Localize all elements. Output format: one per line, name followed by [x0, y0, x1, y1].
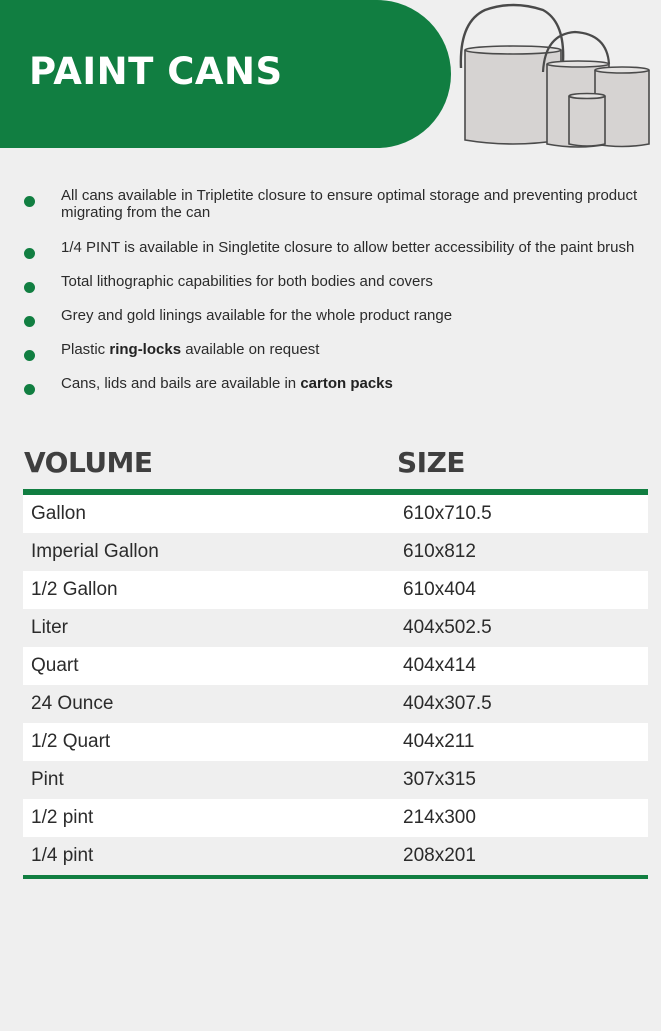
- paint-cans-icon: [455, 2, 655, 150]
- cell-volume: Quart: [31, 655, 79, 676]
- bullet-dot-icon: [24, 248, 35, 259]
- feature-text: Grey and gold linings available for the whole product range: [61, 307, 453, 324]
- feature-text-pre: Cans, lids and bails are available in: [61, 375, 301, 392]
- cell-size: 610x710.5: [403, 503, 492, 524]
- cell-size: 214x300: [403, 807, 476, 828]
- list-item: [22, 187, 654, 221]
- feature-text: 1/4 PINT is available in Singletite closure to allow better accessibility of the paint brush: [61, 239, 635, 256]
- list-item: [22, 375, 654, 392]
- feature-text: All cans available in Tripletite closure to ensure optimal storage and preventing product migrating from the can: [61, 187, 638, 221]
- cell-size: 208x201: [403, 845, 476, 866]
- cell-size: 307x315: [403, 769, 476, 790]
- bullet-dot-icon: [24, 196, 35, 207]
- feature-text-post: available on request: [181, 341, 320, 358]
- page-title: PAINT CANS: [29, 50, 283, 93]
- cell-size: 610x812: [403, 541, 476, 562]
- table-row: [23, 571, 648, 609]
- column-header-volume: VOLUME: [24, 446, 153, 479]
- table-row: [23, 761, 648, 799]
- cell-volume: 1/4 pint: [31, 845, 94, 866]
- bullet-dot-icon: [24, 282, 35, 293]
- table-header: [23, 442, 648, 489]
- cell-size: 610x404: [403, 579, 476, 600]
- cell-size: 404x414: [403, 655, 476, 676]
- size-table: [23, 442, 648, 879]
- table-row: [23, 837, 648, 875]
- cell-size: 404x502.5: [403, 617, 492, 638]
- cell-volume: 24 Ounce: [31, 693, 114, 714]
- list-item: [22, 273, 654, 290]
- cell-volume: Liter: [31, 617, 68, 638]
- cell-volume: 1/2 Quart: [31, 731, 111, 752]
- cell-volume: 1/2 pint: [31, 807, 94, 828]
- bullet-dot-icon: [24, 384, 35, 395]
- cell-volume: Gallon: [31, 503, 86, 524]
- table-row: [23, 609, 648, 647]
- table-row: [23, 723, 648, 761]
- column-header-size: SIZE: [397, 446, 466, 479]
- feature-text-bold: ring-locks: [109, 341, 182, 358]
- bullet-dot-icon: [24, 316, 35, 327]
- table-row: [23, 799, 648, 837]
- feature-text: Total lithographic capabilities for both bodies and covers: [61, 273, 433, 290]
- cell-volume: Pint: [31, 769, 64, 790]
- bullet-dot-icon: [24, 350, 35, 361]
- cell-volume: 1/2 Gallon: [31, 579, 118, 600]
- feature-list: [22, 187, 654, 392]
- feature-text-pre: Plastic: [61, 341, 110, 358]
- table-row: [23, 685, 648, 723]
- table-bottom-rule: [23, 875, 648, 879]
- list-item: [22, 341, 654, 358]
- table-row: [23, 533, 648, 571]
- list-item: [22, 239, 654, 256]
- feature-text-bold: carton packs: [300, 375, 393, 392]
- table-row: [23, 647, 648, 685]
- title-banner: [0, 0, 451, 148]
- list-item: [22, 307, 654, 324]
- cell-size: 404x307.5: [403, 693, 492, 714]
- cell-size: 404x211: [403, 731, 475, 752]
- table-row: [23, 495, 648, 533]
- cell-volume: Imperial Gallon: [31, 541, 159, 562]
